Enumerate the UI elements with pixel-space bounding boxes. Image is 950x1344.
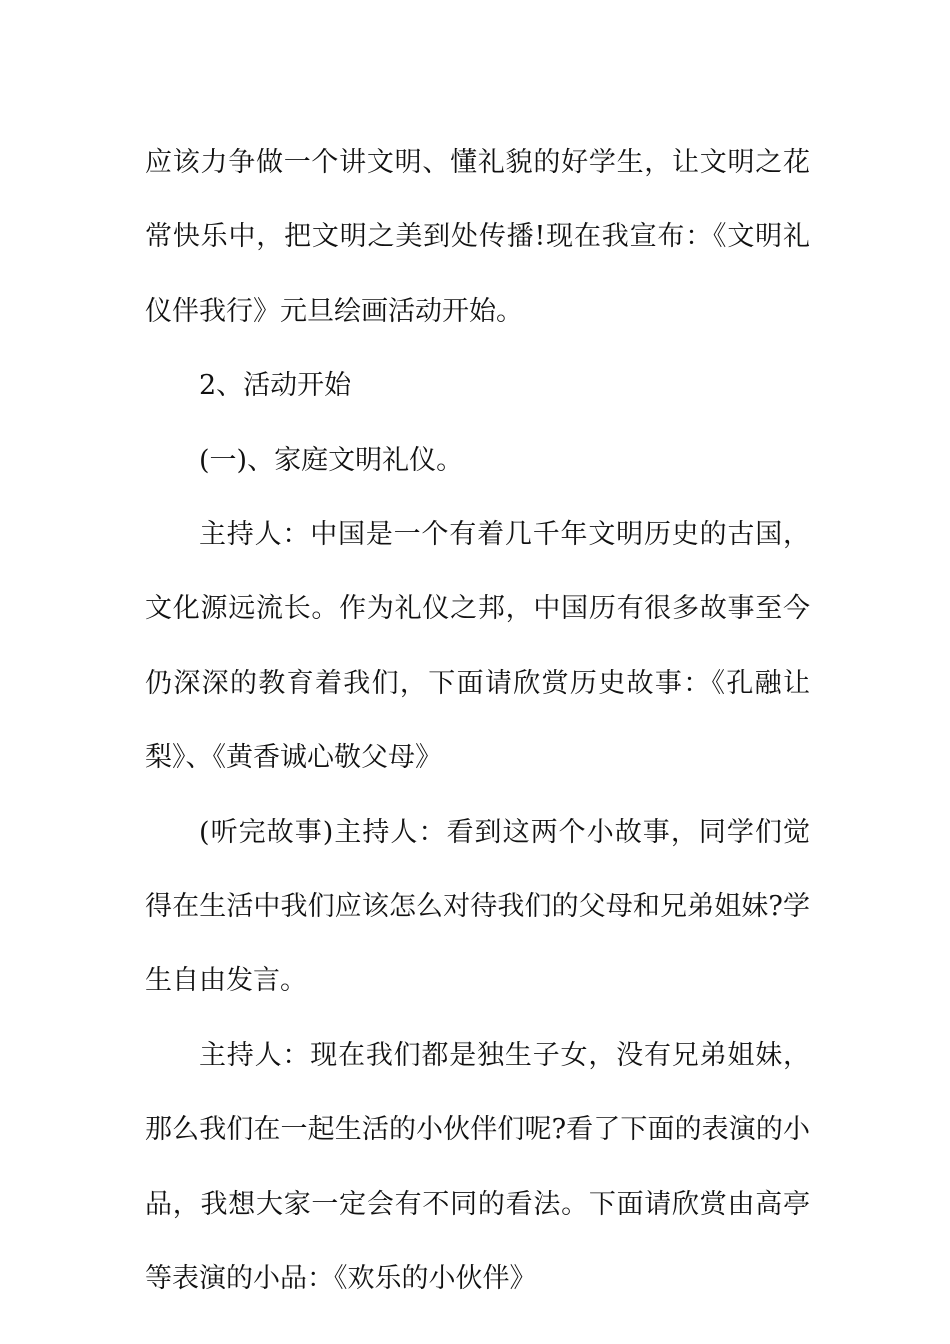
paragraph-2-heading: 2、活动开始 (199, 370, 352, 402)
paragraph-1: 应该力争做一个讲文明、懂礼貌的好学生，让文明之花常快乐中，把文明之美到处传播!现在我宣布：《文明礼仪伴我行》元旦绘画活动开始。 (145, 147, 810, 327)
paragraph-6: 主持人：现在我们都是独生子女，没有兄弟姐妹，那么我们在一起生活的小伙伴们呢?看了下面的表演的小品，我想大家一定会有不同的看法。下面请欣赏由高亭等表演的小品：《欢乐的小伙伴》 (145, 1039, 810, 1295)
document-body (145, 126, 810, 1317)
paragraph-5: (听完故事)主持人：看到这两个小故事，同学们觉得在生活中我们应该怎么对待我们的父母和兄弟姐妹?学生自由发言。 (145, 816, 810, 997)
paragraph-4: 主持人：中国是一个有着几千年文明历史的古国，文化源远流长。作为礼仪之邦，中国历有很多故事至今仍深深的教育着我们，下面请欣赏历史故事：《孔融让梨》、《黄香诚心敬父母》 (145, 519, 810, 774)
paragraph-3-subheading: (一)、家庭文明礼仪。 (199, 444, 464, 476)
